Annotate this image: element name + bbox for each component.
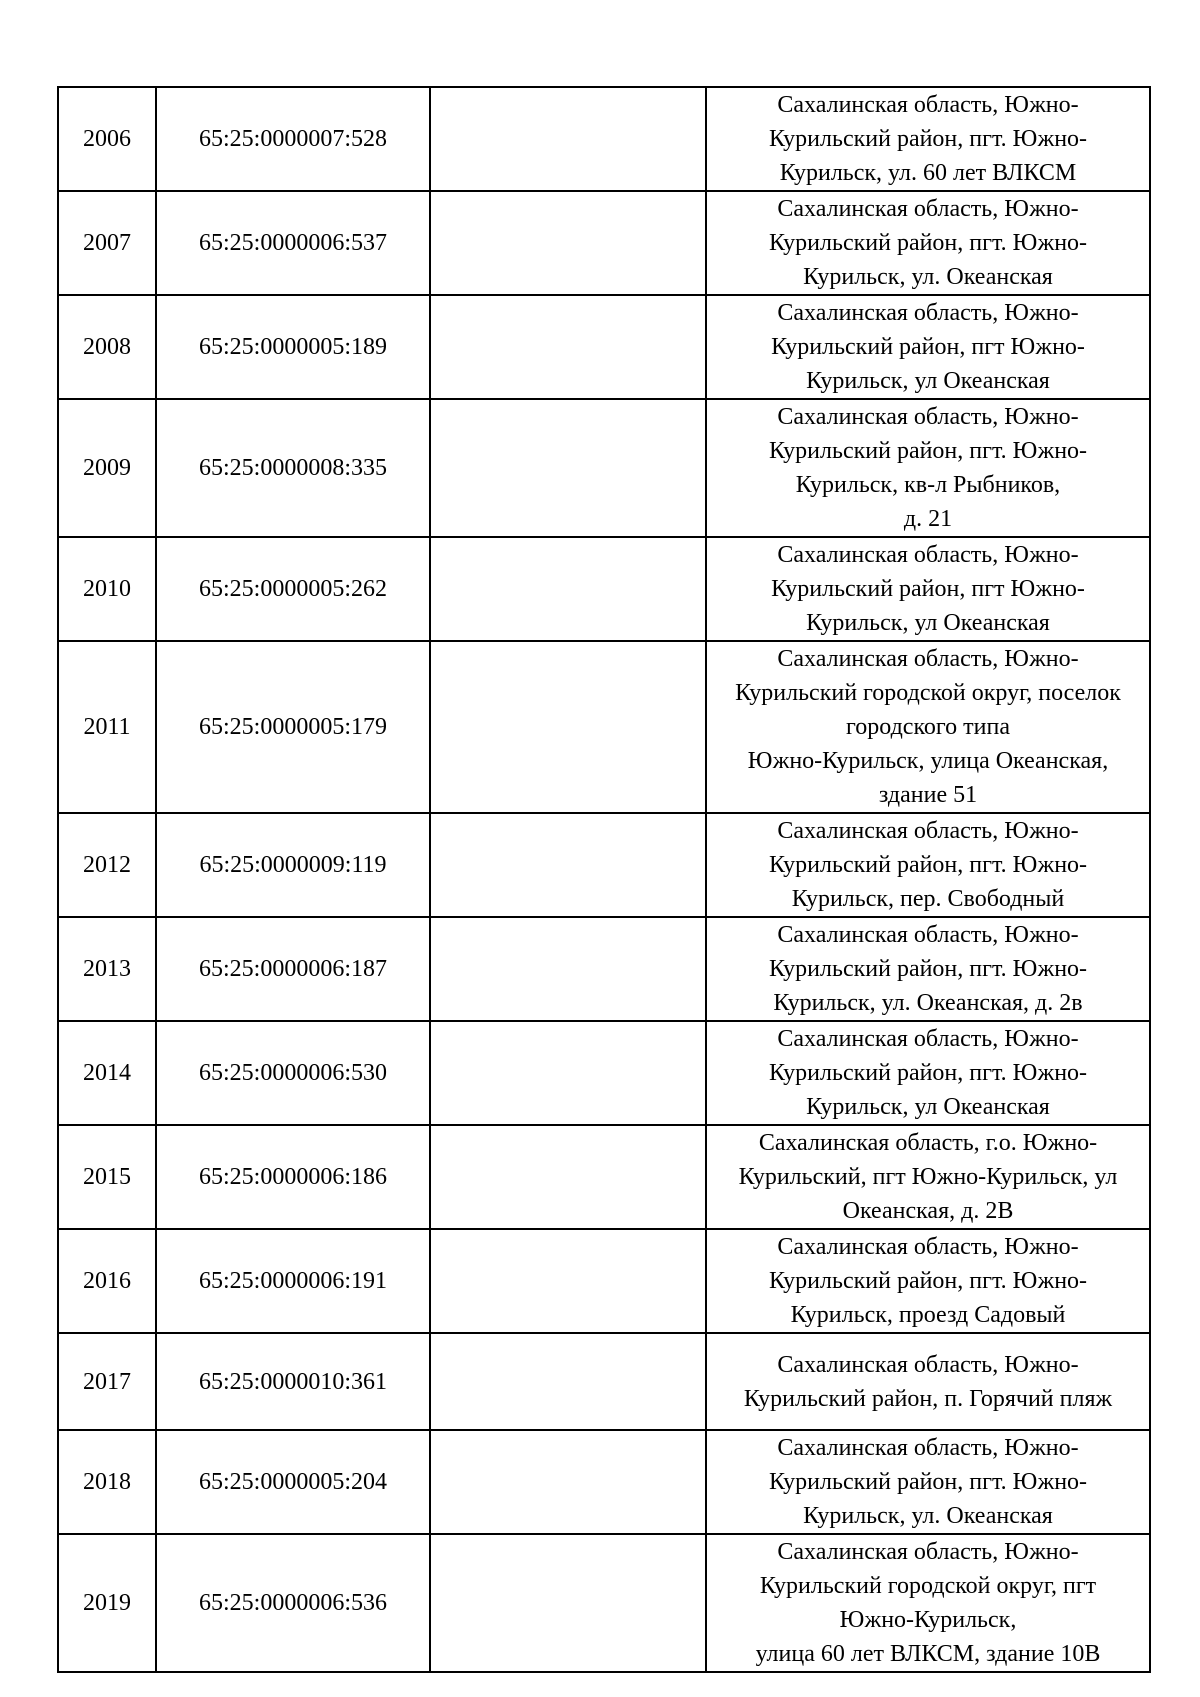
- address-line: Курильский район, пгт. Южно-: [768, 126, 1088, 152]
- empty-cell: [430, 87, 706, 191]
- empty-cell: [430, 1333, 706, 1430]
- address-line: Сахалинская область, Южно-: [777, 1234, 1079, 1260]
- row-number-cell: 2008: [58, 295, 156, 399]
- address-line: Курильский район, пгт. Южно-: [768, 956, 1088, 982]
- empty-cell: [430, 1430, 706, 1534]
- row-number-cell: 2017: [58, 1333, 156, 1430]
- cadastral-number-cell: 65:25:0000006:530: [156, 1021, 430, 1125]
- cadastral-number-cell: 65:25:0000005:189: [156, 295, 430, 399]
- address-line: Сахалинская область, Южно-: [777, 646, 1079, 672]
- address-line: Курильск, ул. Океанская: [803, 1503, 1053, 1529]
- row-number-cell: 2014: [58, 1021, 156, 1125]
- address-line: Курильский район, пгт. Южно-: [768, 1060, 1088, 1086]
- address-line: Курильск, ул. Океанская: [803, 264, 1053, 290]
- address-cell: [706, 191, 1150, 295]
- address-line: Курильский район, пгт. Южно-: [768, 1268, 1088, 1294]
- address-line: Курильский район, пгт. Южно-: [768, 230, 1088, 256]
- address-cell: [706, 813, 1150, 917]
- address-line: Сахалинская область, Южно-: [777, 1026, 1079, 1052]
- registry-table: [57, 86, 1151, 1673]
- address-line: Сахалинская область, Южно-: [777, 1539, 1079, 1565]
- address-line: Курильский городской округ, пгт: [759, 1573, 1097, 1599]
- table-row: [58, 1125, 1150, 1229]
- table-row: [58, 537, 1150, 641]
- address-cell: [706, 641, 1150, 813]
- row-number-cell: 2007: [58, 191, 156, 295]
- empty-cell: [430, 295, 706, 399]
- row-number-cell: 2011: [58, 641, 156, 813]
- table-row: [58, 1229, 1150, 1333]
- row-number-cell: 2018: [58, 1430, 156, 1534]
- cadastral-number-cell: 65:25:0000009:119: [156, 813, 430, 917]
- address-line: Курильский район, пгт Южно-: [771, 334, 1085, 360]
- address-line: Сахалинская область, Южно-: [777, 300, 1079, 326]
- cadastral-number-cell: 65:25:0000006:186: [156, 1125, 430, 1229]
- cadastral-number-cell: 65:25:0000007:528: [156, 87, 430, 191]
- address-line: Сахалинская область, Южно-: [777, 1351, 1079, 1378]
- address-cell: [706, 917, 1150, 1021]
- row-number-cell: 2006: [58, 87, 156, 191]
- table-row: [58, 1534, 1150, 1672]
- address-line: Курильск, проезд Садовый: [790, 1302, 1066, 1328]
- address-line: Сахалинская область, г.о. Южно-: [758, 1130, 1098, 1156]
- address-cell: [706, 1229, 1150, 1333]
- address-line: д. 21: [903, 506, 953, 532]
- cadastral-number-cell: 65:25:0000010:361: [156, 1333, 430, 1430]
- address-line: Курильск, ул Океанская: [806, 1094, 1050, 1120]
- empty-cell: [430, 813, 706, 917]
- address-line: Курильск, пер. Свободный: [791, 886, 1065, 912]
- row-number-cell: 2012: [58, 813, 156, 917]
- empty-cell: [430, 191, 706, 295]
- address-line: улица 60 лет ВЛКСМ, здание 10В: [755, 1641, 1101, 1667]
- address-line: Курильский, пгт Южно-Курильск, ул: [738, 1164, 1118, 1190]
- empty-cell: [430, 1534, 706, 1672]
- table-row: [58, 1333, 1150, 1430]
- address-line: Сахалинская область, Южно-: [777, 196, 1079, 222]
- empty-cell: [430, 1229, 706, 1333]
- address-line: Сахалинская область, Южно-: [777, 818, 1079, 844]
- row-number-cell: 2016: [58, 1229, 156, 1333]
- address-line: Сахалинская область, Южно-: [777, 1435, 1079, 1461]
- address-cell: [706, 1125, 1150, 1229]
- address-line: Курильский район, пгт. Южно-: [768, 438, 1088, 464]
- table-row: [58, 191, 1150, 295]
- table-row: [58, 87, 1150, 191]
- table-row: [58, 917, 1150, 1021]
- row-number-cell: 2010: [58, 537, 156, 641]
- cadastral-number-cell: 65:25:0000006:187: [156, 917, 430, 1021]
- address-cell: [706, 399, 1150, 537]
- table-row: [58, 1430, 1150, 1534]
- address-line: городского типа: [846, 714, 1010, 740]
- address-line: Курильский район, пгт. Южно-: [768, 852, 1088, 878]
- address-cell: [706, 537, 1150, 641]
- address-line: здание 51: [878, 782, 978, 808]
- address-line: Курильск, ул Океанская: [806, 368, 1050, 394]
- address-line: Курильский район, п. Горячий пляж: [743, 1385, 1113, 1412]
- address-line: Южно-Курильск,: [839, 1607, 1017, 1633]
- row-number-cell: 2009: [58, 399, 156, 537]
- cadastral-number-cell: 65:25:0000006:191: [156, 1229, 430, 1333]
- cadastral-number-cell: 65:25:0000005:204: [156, 1430, 430, 1534]
- cadastral-number-cell: 65:25:0000005:262: [156, 537, 430, 641]
- address-cell: [706, 1333, 1150, 1430]
- cadastral-number-cell: 65:25:0000006:537: [156, 191, 430, 295]
- table-row: [58, 399, 1150, 537]
- address-line: Южно-Курильск, улица Океанская,: [747, 748, 1109, 774]
- empty-cell: [430, 1125, 706, 1229]
- address-line: Курильский городской округ, поселок: [735, 680, 1121, 706]
- table-row: [58, 1021, 1150, 1125]
- address-line: Сахалинская область, Южно-: [777, 404, 1079, 430]
- row-number-cell: 2013: [58, 917, 156, 1021]
- table-row: [58, 295, 1150, 399]
- address-line: Курильский район, пгт Южно-: [771, 576, 1085, 602]
- address-cell: [706, 1534, 1150, 1672]
- empty-cell: [430, 1021, 706, 1125]
- row-number-cell: 2019: [58, 1534, 156, 1672]
- cadastral-number-cell: 65:25:0000005:179: [156, 641, 430, 813]
- table-row: [58, 813, 1150, 917]
- address-line: Сахалинская область, Южно-: [777, 542, 1079, 568]
- address-cell: [706, 1021, 1150, 1125]
- address-cell: [706, 295, 1150, 399]
- address-line: Курильск, кв-л Рыбников,: [795, 472, 1061, 498]
- row-number-cell: 2015: [58, 1125, 156, 1229]
- empty-cell: [430, 399, 706, 537]
- empty-cell: [430, 917, 706, 1021]
- address-line: Курильск, ул. Океанская, д. 2в: [773, 990, 1083, 1016]
- table-row: [58, 641, 1150, 813]
- address-cell: [706, 87, 1150, 191]
- address-line: Курильск, ул. 60 лет ВЛКСМ: [779, 160, 1077, 186]
- registry-table-body: [58, 87, 1150, 1672]
- cadastral-number-cell: 65:25:0000008:335: [156, 399, 430, 537]
- address-line: Курильский район, пгт. Южно-: [768, 1469, 1088, 1495]
- cadastral-number-cell: 65:25:0000006:536: [156, 1534, 430, 1672]
- address-line: Сахалинская область, Южно-: [777, 922, 1079, 948]
- address-line: Сахалинская область, Южно-: [777, 92, 1079, 118]
- address-cell: [706, 1430, 1150, 1534]
- empty-cell: [430, 537, 706, 641]
- address-line: Курильск, ул Океанская: [806, 610, 1050, 636]
- address-line: Океанская, д. 2В: [842, 1198, 1014, 1224]
- empty-cell: [430, 641, 706, 813]
